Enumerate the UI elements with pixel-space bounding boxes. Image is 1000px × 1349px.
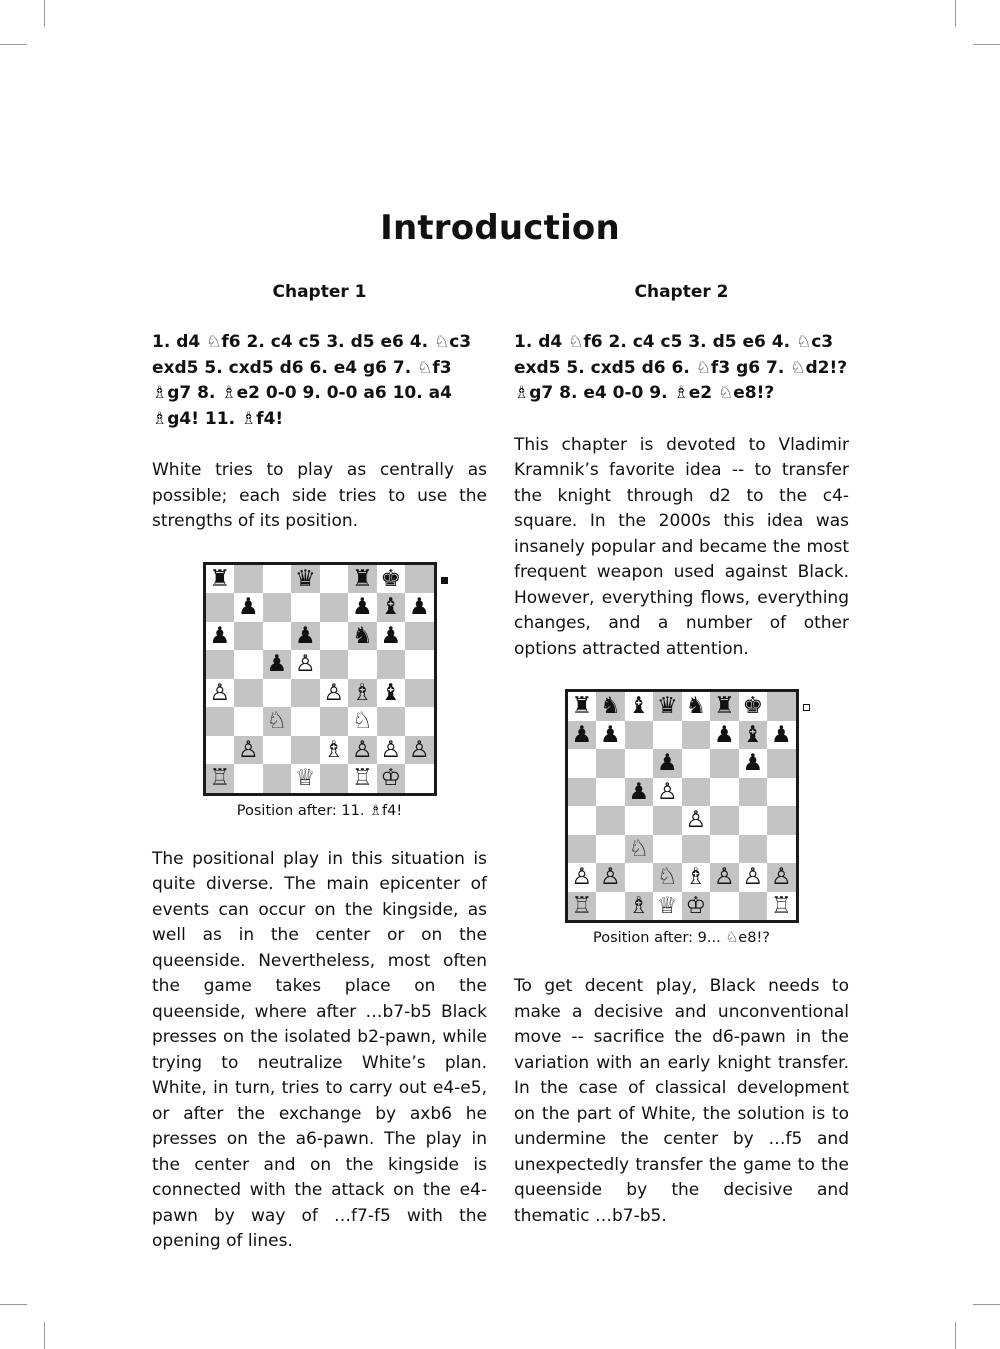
white-rook-icon: ♖ (206, 764, 235, 793)
light-square (234, 707, 263, 736)
light-square (568, 806, 597, 835)
dark-square (291, 736, 320, 765)
black-queen-icon: ♛ (653, 692, 682, 721)
dark-square (596, 749, 625, 778)
crop-mark (0, 44, 27, 45)
intro-paragraph: White tries to play as centrally as possible; each side tries to use the strengths of its position. (152, 460, 487, 531)
dark-square (234, 622, 263, 651)
light-square (653, 721, 682, 750)
black-pawn-icon: ♟ (291, 622, 320, 651)
page-title: Introduction (380, 208, 620, 248)
dark-square (320, 707, 349, 736)
white-queen-icon: ♕ (656, 892, 678, 919)
body-paragraph: To get decent play, Black needs to make a decisive and unconventional move -- sacrifice the d6-pawn in the variation with an early knight transfer. In the case of classical development on the part of White, the solution is to undermine the center by …f5 and unexpectedly transfer the game to the queenside by the decisive and thematic …b7-b5. (514, 976, 849, 1226)
black-bishop-icon: ♝ (739, 721, 768, 750)
black-pawn-icon: ♟ (351, 594, 373, 620)
black-pawn-icon: ♟ (408, 594, 430, 620)
dark-square (568, 778, 597, 807)
light-square (710, 892, 739, 921)
white-king-icon: ♔ (377, 764, 406, 793)
black-pawn-icon: ♟ (599, 721, 621, 748)
white-bishop-icon: ♗ (625, 892, 654, 921)
white-bishop-icon: ♗ (685, 864, 707, 890)
light-square (348, 650, 377, 679)
diagram-figure (152, 562, 487, 822)
diagram-caption: Position after: 11. ♗f4! (236, 802, 403, 819)
white-rook-icon: ♖ (568, 892, 597, 921)
dark-square (625, 721, 654, 750)
white-pawn-icon: ♙ (685, 807, 707, 833)
white-bishop-icon: ♗ (323, 736, 345, 763)
dark-square (320, 593, 349, 622)
dark-square (710, 806, 739, 835)
crop-mark (955, 0, 956, 27)
light-square (739, 806, 768, 835)
black-rook-icon: ♜ (571, 693, 593, 719)
intro-paragraph: This chapter is devoted to Vladimir Kramnik’s favorite idea -- to transfer the knight through d2 to the c4-square. In the 2000s this idea was insanely popular and became the most frequent weapon used against Black. However, everything flows, everything changes, and a number of other options attracted attention. (514, 434, 849, 659)
dark-square (206, 707, 235, 736)
crop-mark (44, 0, 45, 27)
black-rook-icon: ♜ (348, 565, 377, 594)
chapter-heading: Chapter 1 (272, 282, 367, 302)
dark-square (739, 892, 768, 921)
light-square (596, 892, 625, 921)
crop-mark (0, 1304, 27, 1305)
crop-mark (44, 1322, 45, 1349)
white-pawn-icon: ♙ (405, 736, 434, 765)
light-square (234, 650, 263, 679)
dark-square (682, 721, 711, 750)
black-king-icon: ♚ (380, 565, 402, 592)
light-square (710, 835, 739, 864)
light-square (405, 650, 434, 679)
light-square (405, 707, 434, 736)
light-square (291, 707, 320, 736)
light-square (291, 593, 320, 622)
light-square (596, 835, 625, 864)
light-square (320, 565, 349, 594)
light-square (263, 622, 292, 651)
black-knight-icon: ♞ (348, 622, 377, 651)
black-pawn-icon: ♟ (263, 650, 292, 679)
white-pawn-icon: ♙ (380, 736, 402, 763)
light-square (263, 565, 292, 594)
black-pawn-icon: ♟ (770, 721, 792, 748)
black-pawn-icon: ♟ (653, 749, 682, 778)
white-knight-icon: ♘ (263, 707, 292, 736)
dark-square (710, 749, 739, 778)
light-square (568, 749, 597, 778)
white-bishop-icon: ♗ (348, 679, 377, 708)
white-rook-icon: ♖ (770, 892, 792, 919)
dark-square (263, 593, 292, 622)
black-rook-icon: ♜ (710, 692, 739, 721)
dark-square (405, 622, 434, 651)
black-pawn-icon: ♟ (209, 622, 231, 649)
dark-square (596, 806, 625, 835)
black-rook-icon: ♜ (209, 565, 231, 592)
white-pawn-icon: ♙ (571, 864, 593, 890)
dark-square (320, 764, 349, 793)
side-to-move-icon (441, 577, 448, 584)
dark-square (206, 650, 235, 679)
black-queen-icon: ♛ (291, 565, 320, 594)
dark-square (377, 650, 406, 679)
right-column (514, 278, 849, 1229)
white-king-icon: ♔ (682, 892, 711, 921)
light-square (767, 778, 796, 807)
light-square (710, 778, 739, 807)
black-pawn-icon: ♟ (380, 622, 402, 649)
white-pawn-icon: ♙ (710, 863, 739, 892)
light-square (206, 736, 235, 765)
light-square (625, 863, 654, 892)
light-square (682, 749, 711, 778)
black-bishop-icon: ♝ (380, 679, 402, 706)
dark-square (291, 679, 320, 708)
white-queen-icon: ♕ (294, 765, 316, 791)
dark-square (234, 565, 263, 594)
light-square (234, 764, 263, 793)
dark-square (767, 749, 796, 778)
move-sequence: 1. d4 ♘f6 2. c4 c5 3. d5 e6 4. ♘c3 exd5 5. cxd5 d6 6. ♘f3 g6 7. ♘d2!? ♗g7 8. e4 0-0 9. ♗e2 ♘e8!? (514, 332, 848, 403)
light-square (767, 835, 796, 864)
black-bishop-icon: ♝ (377, 593, 406, 622)
white-pawn-icon: ♙ (323, 679, 345, 706)
black-king-icon: ♚ (742, 693, 764, 719)
light-square (625, 749, 654, 778)
dark-square (682, 835, 711, 864)
black-pawn-icon: ♟ (237, 594, 259, 620)
white-pawn-icon: ♙ (348, 736, 377, 765)
white-knight-icon: ♘ (351, 708, 373, 734)
light-square (653, 835, 682, 864)
dark-square (739, 778, 768, 807)
crop-mark (973, 44, 1000, 45)
black-pawn-icon: ♟ (742, 750, 764, 776)
white-knight-icon: ♘ (625, 835, 654, 864)
chess-board (565, 689, 799, 923)
dark-square (377, 707, 406, 736)
black-knight-icon: ♞ (596, 692, 625, 721)
side-to-move-icon (803, 704, 810, 711)
dark-square (405, 679, 434, 708)
white-pawn-icon: ♙ (767, 863, 796, 892)
dark-square (234, 679, 263, 708)
dark-square (767, 806, 796, 835)
dark-square (653, 806, 682, 835)
body-paragraph: The positional play in this situation is quite diverse. The main epicenter of events can occur on the kingside, as well as in the center or on the queenside. Nevertheless, most often the game takes place on the queenside, where after …b7-b5 Black presses on the isolated b2-pawn, while trying to neutralize White’s plan. White, in turn, tries to carry out e4-e5, or after the exchange by axb6 he presses on the a6-pawn. The play in the center and on the kingside is connected with the attack on the e4-pawn by way of …f7-f5 with the opening of lines. (152, 848, 487, 1251)
dark-square (682, 778, 711, 807)
light-square (320, 622, 349, 651)
white-rook-icon: ♖ (351, 765, 373, 791)
chapter-heading: Chapter 2 (634, 282, 729, 302)
white-pawn-icon: ♙ (596, 863, 625, 892)
black-bishop-icon: ♝ (628, 693, 650, 719)
dark-square (320, 650, 349, 679)
white-pawn-icon: ♙ (234, 736, 263, 765)
white-pawn-icon: ♙ (656, 778, 678, 805)
dark-square (405, 565, 434, 594)
white-knight-icon: ♘ (653, 863, 682, 892)
diagram-caption: Position after: 9... ♘e8!? (593, 930, 770, 946)
white-pawn-icon: ♙ (294, 651, 316, 677)
light-square (263, 679, 292, 708)
light-square (405, 764, 434, 793)
dark-square (206, 593, 235, 622)
light-square (263, 736, 292, 765)
black-pawn-icon: ♟ (713, 721, 735, 748)
black-knight-icon: ♞ (685, 693, 707, 719)
crop-mark (973, 1304, 1000, 1305)
black-pawn-icon: ♟ (568, 721, 597, 750)
crop-mark (955, 1322, 956, 1349)
dark-square (263, 764, 292, 793)
dark-square (568, 835, 597, 864)
left-column (152, 278, 487, 1255)
diagram-figure (514, 689, 849, 949)
white-pawn-icon: ♙ (742, 864, 764, 890)
dark-square (739, 835, 768, 864)
light-square (625, 806, 654, 835)
light-square (596, 778, 625, 807)
chess-board (203, 562, 437, 796)
black-pawn-icon: ♟ (625, 778, 654, 807)
white-pawn-icon: ♙ (209, 679, 231, 706)
dark-square (767, 692, 796, 721)
move-sequence: 1. d4 ♘f6 2. c4 c5 3. d5 e6 4. ♘c3 exd5 5. cxd5 d6 6. e4 g6 7. ♘f3 ♗g7 8. ♗e2 0-0 9. 0-0 a6 10. a4 ♗g4! 11. ♗f4! (152, 332, 472, 429)
